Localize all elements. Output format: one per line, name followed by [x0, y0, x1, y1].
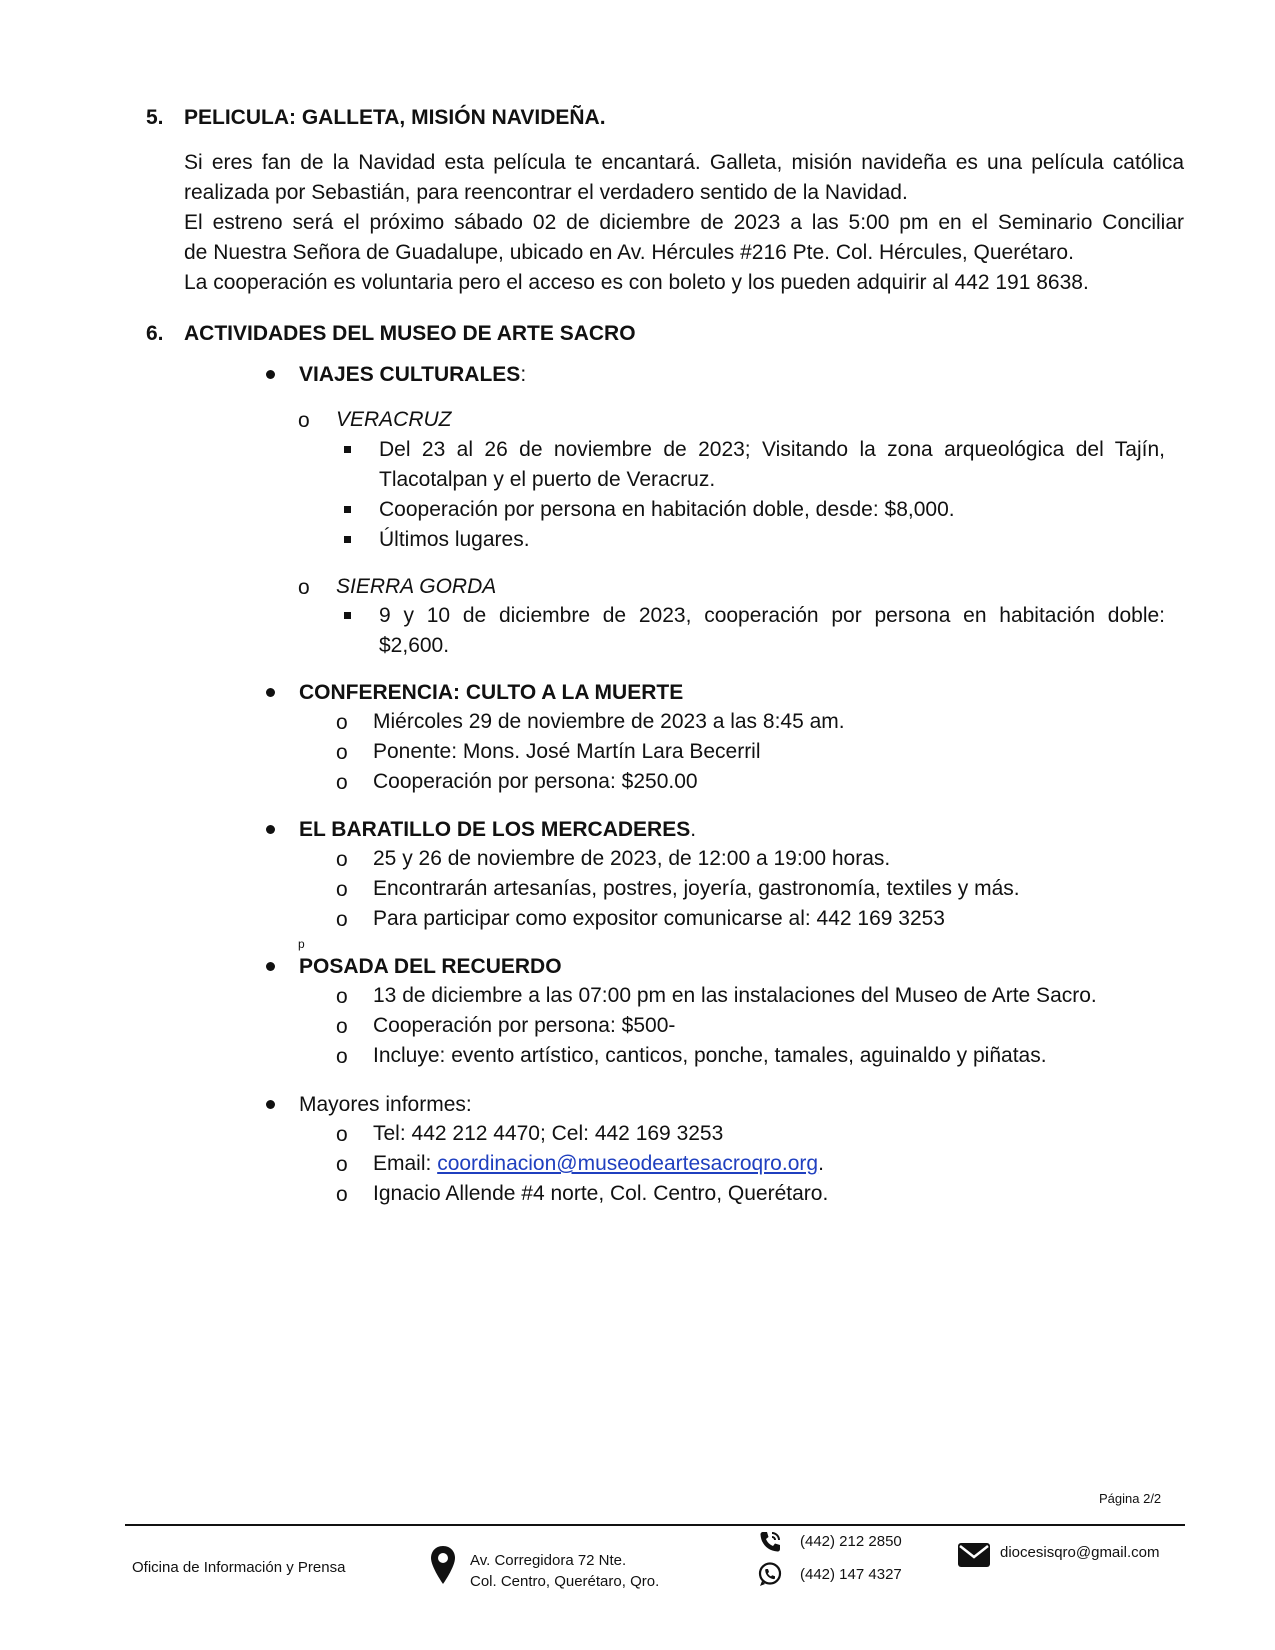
section-6-number: 6. [146, 322, 164, 345]
section-5-title: PELICULA: GALLETA, MISIÓN NAVIDEÑA. [184, 106, 606, 129]
posada-title: POSADA DEL RECUERDO [299, 955, 562, 978]
circle-bullet-icon: o [336, 741, 348, 764]
footer-divider [125, 1524, 1185, 1526]
veracruz-title: VERACRUZ [336, 408, 452, 431]
circle-bullet-icon: o [336, 1045, 348, 1068]
footer-address-line1: Av. Corregidora 72 Nte. [470, 1552, 627, 1569]
paragraph-line: de Nuestra Señora de Guadalupe, ubicado en Av. Hércules #216 Pte. Col. Hércules, Querétaro. [184, 241, 1074, 264]
footer-phone-1: (442) 212 2850 [800, 1533, 902, 1550]
footer-address-line2: Col. Centro, Querétaro, Qro. [470, 1573, 660, 1590]
paragraph-line: El estreno será el próximo sábado 02 de diciembre de 2023 a las 5:00 pm en el Seminario Conciliar [184, 211, 1184, 234]
footer-email: diocesisqro@gmail.com [1000, 1544, 1160, 1561]
footer-office: Oficina de Información y Prensa [132, 1559, 346, 1576]
posada-item: Incluye: evento artístico, canticos, ponche, tamales, aguinaldo y piñatas. [373, 1044, 1047, 1067]
veracruz-item-2: Cooperación por persona en habitación doble, desde: $8,000. [379, 498, 955, 521]
informes-tel: Tel: 442 212 4470; Cel: 442 169 3253 [373, 1122, 724, 1145]
circle-bullet-icon: o [336, 711, 348, 734]
whatsapp-icon [757, 1561, 783, 1592]
baratillo-dot: . [690, 818, 697, 841]
sierra-title: SIERRA GORDA [336, 575, 497, 598]
section-5-paragraph [184, 148, 1184, 298]
circle-bullet-icon: o [336, 1123, 348, 1146]
baratillo-item: Para participar como expositor comunicarse al: 442 169 3253 [373, 907, 945, 930]
stray-character: p [298, 937, 305, 951]
viajes-heading [299, 360, 526, 390]
veracruz-item-3: Últimos lugares. [379, 528, 530, 551]
footer-phone-2: (442) 147 4327 [800, 1566, 902, 1583]
bullet-icon [266, 688, 275, 697]
square-bullet-icon [344, 506, 351, 513]
circle-bullet-icon: o [336, 771, 348, 794]
informes-title: Mayores informes: [299, 1093, 472, 1116]
circle-bullet-icon: o [336, 1183, 348, 1206]
viajes-colon: : [520, 363, 527, 386]
section-6-title: ACTIVIDADES DEL MUSEO DE ARTE SACRO [184, 322, 636, 345]
baratillo-heading [299, 815, 696, 845]
bullet-icon [266, 1100, 275, 1109]
circle-bullet-icon: o [298, 409, 310, 432]
page-number: Página 2/2 [1099, 1491, 1162, 1506]
circle-bullet-icon: o [336, 985, 348, 1008]
sierra-item-1: 9 y 10 de diciembre de 2023, cooperación por persona en habitación doble: [379, 604, 1165, 627]
posada-item: 13 de diciembre a las 07:00 pm en las instalaciones del Museo de Arte Sacro. [373, 984, 1097, 1007]
email-label: Email: [373, 1152, 438, 1175]
bullet-icon [266, 370, 275, 379]
conferencia-title: CONFERENCIA: CULTO A LA MUERTE [299, 681, 684, 704]
paragraph-line: La cooperación es voluntaria pero el acceso es con boleto y los pueden adquirir al 442 191 8638. [184, 271, 1089, 294]
email-end: . [818, 1152, 824, 1175]
circle-bullet-icon: o [336, 908, 348, 931]
baratillo-title: EL BARATILLO DE LOS MERCADERES [299, 818, 691, 841]
paragraph-line: realizada por Sebastián, para reencontrar el verdadero sentido de la Navidad. [184, 181, 908, 204]
footer-address [470, 1550, 659, 1592]
veracruz-item-1-cont: Tlacotalpan y el puerto de Veracruz. [379, 468, 716, 491]
circle-bullet-icon: o [298, 576, 310, 599]
circle-bullet-icon: o [336, 848, 348, 871]
informes-email-line [373, 1149, 824, 1179]
square-bullet-icon [344, 612, 351, 619]
informes-address: Ignacio Allende #4 norte, Col. Centro, Querétaro. [373, 1182, 829, 1205]
veracruz-item-1: Del 23 al 26 de noviembre de 2023; Visitando la zona arqueológica del Tajín, [379, 438, 1165, 461]
circle-bullet-icon: o [336, 1015, 348, 1038]
baratillo-item: 25 y 26 de noviembre de 2023, de 12:00 a 19:00 horas. [373, 847, 891, 870]
circle-bullet-icon: o [336, 878, 348, 901]
bullet-icon [266, 825, 275, 834]
baratillo-item: Encontrarán artesanías, postres, joyería, gastronomía, textiles y más. [373, 877, 1020, 900]
email-link[interactable]: coordinacion@museodeartesacroqro.org [437, 1152, 819, 1175]
square-bullet-icon [344, 536, 351, 543]
location-pin-icon [430, 1545, 456, 1590]
paragraph-line: Si eres fan de la Navidad esta película te encantará. Galleta, misión navideña es una película católica [184, 151, 1184, 174]
square-bullet-icon [344, 446, 351, 453]
sierra-item-1-cont: $2,600. [379, 634, 450, 657]
conferencia-item: Cooperación por persona: $250.00 [373, 770, 698, 793]
section-5-number: 5. [146, 106, 164, 129]
conferencia-item: Miércoles 29 de noviembre de 2023 a las 8:45 am. [373, 710, 845, 733]
viajes-title: VIAJES CULTURALES [299, 363, 521, 386]
posada-item: Cooperación por persona: $500- [373, 1014, 676, 1037]
envelope-icon [957, 1542, 991, 1573]
bullet-icon [266, 962, 275, 971]
phone-icon [757, 1529, 783, 1560]
conferencia-item: Ponente: Mons. José Martín Lara Becerril [373, 740, 761, 763]
circle-bullet-icon: o [336, 1153, 348, 1176]
